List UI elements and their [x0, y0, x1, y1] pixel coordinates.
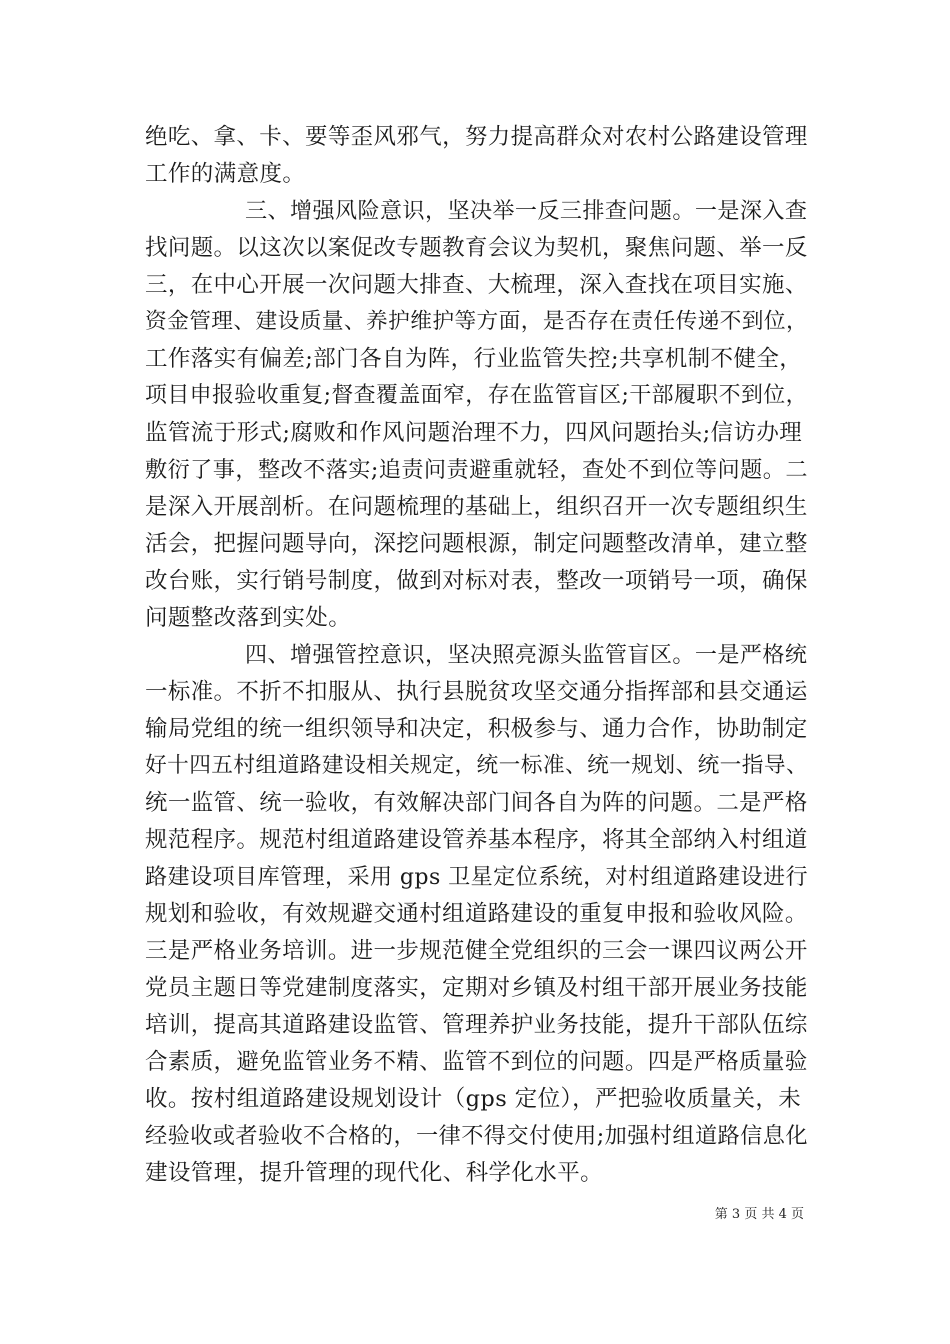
text-line: 统一监管、统一验收，有效解决部门间各自为阵的问题。二是严格	[145, 790, 808, 816]
text-line: 规范程序。规范村组道路建设管养基本程序，将其全部纳入村组道	[145, 827, 808, 853]
text-line: 改台账，实行销号制度，做到对标对表，整改一项销号一项，确保	[145, 568, 808, 594]
text-line: 监管流于形式;腐败和作风问题治理不力，四风问题抬头;信访办理	[145, 420, 803, 446]
text-line: 收。按村组道路建设规划设计（gps 定位），严把验收质量关，未	[145, 1086, 802, 1112]
text-line: 合素质，避免监管业务不精、监管不到位的问题。四是严格质量验	[145, 1049, 808, 1075]
text-line: 建设管理，提升管理的现代化、科学化水平。	[145, 1160, 604, 1186]
text-line: 规划和验收，有效规避交通村组道路建设的重复申报和验收风险。	[145, 901, 808, 927]
text-line: 活会，把握问题导向，深挖问题根源，制定问题整改清单，建立整	[145, 531, 808, 557]
text-line: 一标准。不折不扣服从、执行县脱贫攻坚交通分指挥部和县交通运	[145, 679, 808, 705]
text-line: 找问题。以这次以案促改专题教育会议为契机，聚焦问题、举一反	[145, 235, 808, 261]
text-line: 绝吃、拿、卡、要等歪风邪气，努力提高群众对农村公路建设管理	[145, 124, 808, 150]
page-number-footer: 第 3 页 共 4 页	[714, 1207, 804, 1222]
paragraph-start-line: 三、增强风险意识，坚决举一反三排查问题。一是深入查	[245, 198, 808, 224]
text-line: 党员主题日等党建制度落实，定期对乡镇及村组干部开展业务技能	[145, 975, 808, 1001]
text-line: 路建设项目库管理，采用 gps 卫星定位系统，对村组道路建设进行	[145, 864, 809, 890]
text-line: 是深入开展剖析。在问题梳理的基础上，组织召开一次专题组织生	[145, 494, 808, 520]
paragraph-start-line: 四、增强管控意识，坚决照亮源头监管盲区。一是严格统	[245, 642, 808, 668]
text-line: 三是严格业务培训。进一步规范健全党组织的三会一课四议两公开	[145, 938, 808, 964]
text-line: 培训，提高其道路建设监管、管理养护业务技能，提升干部队伍综	[145, 1012, 808, 1038]
text-line: 项目申报验收重复;督查覆盖面窄，存在监管盲区;干部履职不到位，	[145, 383, 808, 408]
text-line: 输局党组的统一组织领导和决定，积极参与、通力合作，协助制定	[145, 716, 808, 742]
text-line: 工作的满意度。	[145, 161, 306, 187]
text-line: 敷衍了事，整改不落实;追责问责避重就轻，查处不到位等问题。二	[145, 457, 808, 483]
text-line: 问题整改落到实处。	[145, 605, 352, 631]
text-line: 工作落实有偏差;部门各自为阵，行业监管失控;共享机制不健全，	[145, 346, 803, 372]
text-line: 好十四五村组道路建设相关规定，统一标准、统一规划、统一指导、	[145, 753, 809, 778]
text-line: 三，在中心开展一次问题大排查、大梳理，深入查找在项目实施、	[145, 272, 808, 298]
text-line: 资金管理、建设质量、养护维护等方面，是否存在责任传递不到位，	[145, 309, 809, 334]
text-line: 经验收或者验收不合格的，一律不得交付使用;加强村组道路信息化	[145, 1123, 808, 1149]
